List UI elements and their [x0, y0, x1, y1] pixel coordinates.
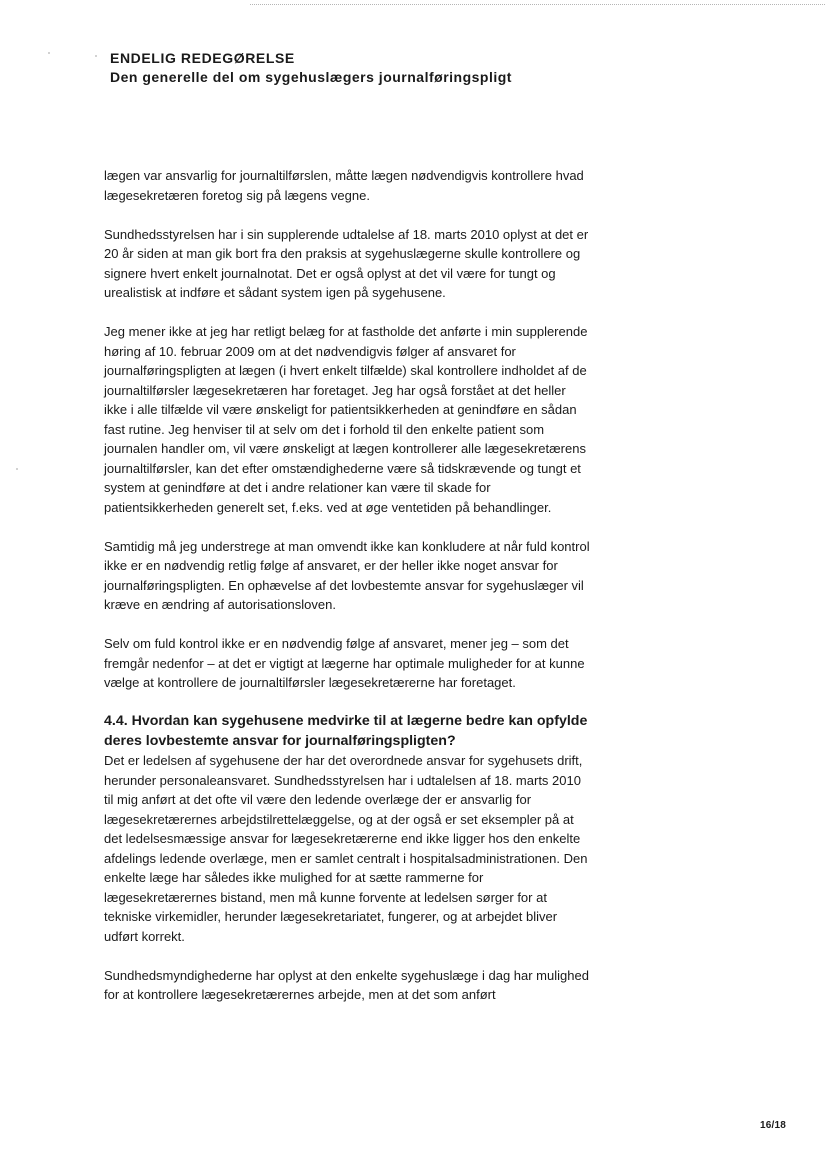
- document-body: [104, 166, 592, 1024]
- body-paragraph: Sundhedsstyrelsen har i sin supplerende udtalelse af 18. marts 2010 oplyst at det er 20 år siden at man gik bort fra den praksis at sygehuslægerne skulle kontrollere og signere hvert enkelt journalnotat. Det er også oplyst at det vil være for tungt og urealistisk at indføre et sådant system igen på sygehusene.: [104, 226, 589, 300]
- section-paragraph: Sundhedsmyndighederne har oplyst at den enkelte sygehuslæge i dag har mulighed for at kontrollere lægesekretærernes arbejde, men at det som anført: [104, 967, 589, 1002]
- section-paragraph: Det er ledelsen af sygehusene der har det overordnede ansvar for sygehusets drift, herunder personaleansvaret. Sundhedsstyrelsen har i udtalelsen af 18. marts 2010 til mig anført at det ofte vil være den ledende overlæge der er ansvarlig for lægesekretærernes arbejdstilrettelæggelse, og at der også er set eksempler på at det ledelsesmæssige ansvar for lægesekretærerne end ikke ligger hos den enkelte afdelings ledende overlæge, men er samlet centralt i hospitalsadministrationen. Den enkelte læge har således ikke mulighed for at sætte rammerne for lægesekretærernes bistand, men må kunne forvente at ledelsen sørger for at tekniske virkemidler, herunder lægesekretariatet, fungerer, og at arbejdet bliver udført korrekt.: [104, 753, 588, 944]
- page-top-rule: [250, 4, 825, 5]
- body-paragraph: Selv om fuld kontrol ikke er en nødvendig følge af ansvaret, mener jeg – som det fremgår nedenfor – at det er vigtigt at lægerne har optimale muligheder for at kunne vælge at kontrollere de journaltilførsler lægesekretærerne har foretaget.: [104, 636, 585, 690]
- scan-speck: [16, 468, 18, 470]
- document-subtitle: Den generelle del om sygehuslægers journalføringspligt: [110, 69, 512, 85]
- body-paragraph: Jeg mener ikke at jeg har retligt belæg for at fastholde det anførte i min supplerende høring af 10. februar 2009 om at det nødvendigvis følger af ansvaret for journalføringspligten at lægen (i hvert enkelt tilfælde) skal kontrollere indholdet af de journaltilførsler lægesekretæren har foretaget. Jeg har også forstået at det heller ikke i alle tilfælde vil være ønskeligt for patientsikkerheden at genindføre en sådan fast rutine. Jeg henviser til at selv om det i forhold til den enkelte patient som journalen handler om, vil være ønskeligt at lægen kontrollerer alle lægesekretærens journaltilførsler, kan det efter omstændighederne være så tidskrævende og tungt et system at genindføre at det i andre relationer kan være til skade for patientsikkerheden generelt set, f.eks. ved at øge ventetiden på behandlinger.: [104, 324, 588, 515]
- scan-speck: [95, 55, 97, 57]
- body-paragraph: Samtidig må jeg understrege at man omvendt ikke kan konkludere at når fuld kontrol ikke er en nødvendig retlig følge af ansvaret, er der heller ikke noget ansvar for journalføringspligten. En ophævelse af det lovbestemte ansvar for sygehuslæger vil kræve en ændring af autorisationsloven.: [104, 538, 590, 612]
- document-header: [110, 49, 710, 86]
- document-title: ENDELIG REDEGØRELSE: [110, 50, 295, 66]
- scan-speck: [48, 52, 50, 54]
- body-paragraph: lægen var ansvarlig for journaltilførslen, måtte lægen nødvendigvis kontrollere hvad lægesekretæren foretog sig på lægens vegne.: [104, 168, 584, 203]
- page-number: 16/18: [760, 1120, 787, 1131]
- section-heading: 4.4. Hvordan kan sygehusene medvirke til at lægerne bedre kan opfylde deres lovbestemte ansvar for journalføringspligten?: [104, 713, 588, 749]
